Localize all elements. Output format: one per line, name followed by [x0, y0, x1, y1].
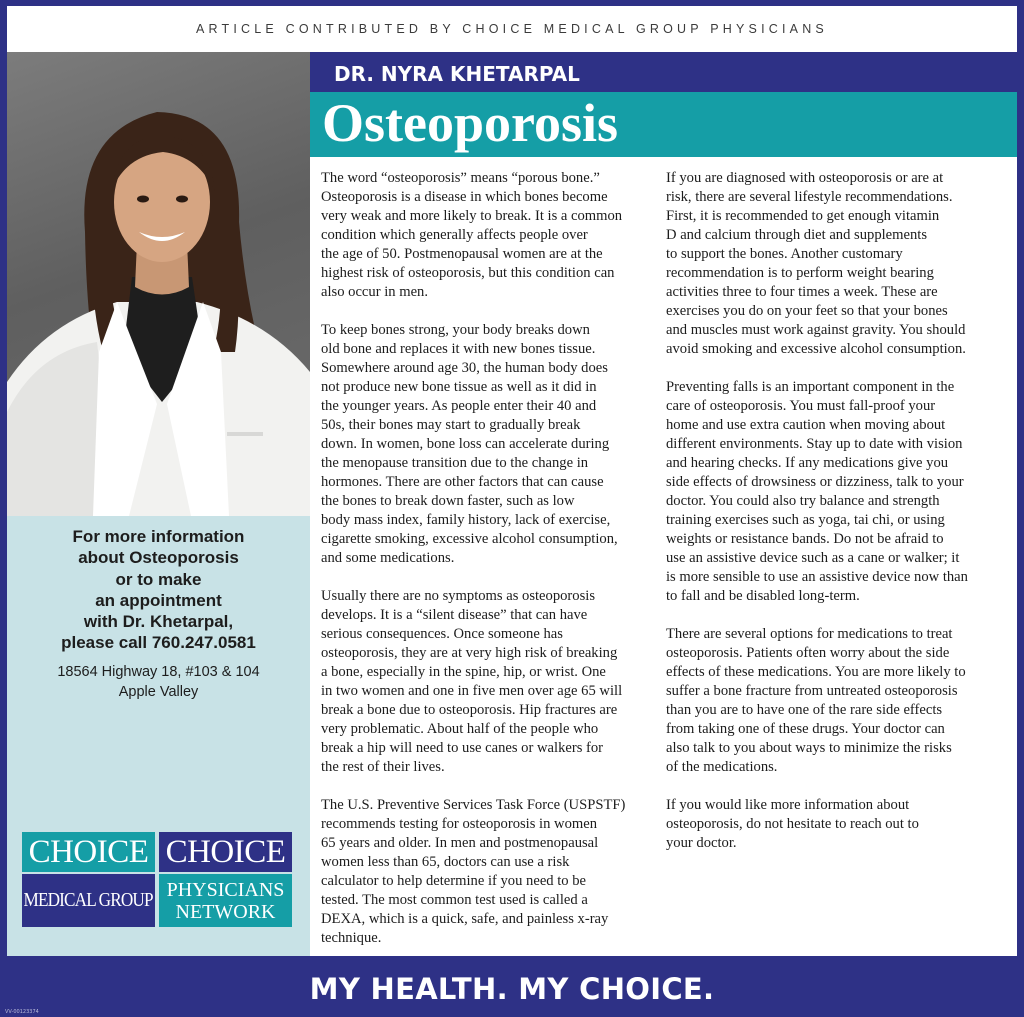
article-line: different environments. Stay up to date with vision: [666, 436, 963, 452]
article-line: First, it is recommended to get enough vitamin: [666, 208, 940, 224]
article-line: Osteoporosis is a disease in which bones become: [321, 189, 608, 205]
article-line: break a hip will need to use canes or walkers for: [321, 740, 604, 756]
article-paragraph: [321, 321, 661, 568]
article-line: There are several options for medications to treat: [666, 626, 953, 642]
article-line: Preventing falls is an important component in the: [666, 379, 955, 395]
article-paragraph: [321, 587, 661, 777]
article-line: The U.S. Preventive Services Task Force (USPSTF): [321, 797, 626, 813]
choice-medical-group-logo: [22, 832, 155, 927]
article-line: osteoporosis, they are at very high risk of breaking: [321, 645, 618, 661]
article-line: home and use extra caution when moving about: [666, 417, 946, 433]
ad-code: VV-00123374: [5, 1009, 39, 1015]
article-paragraph: [321, 796, 661, 948]
logo-wordmark: CHOICE: [159, 832, 292, 872]
article-line: and some medications.: [321, 550, 455, 566]
author-name: DR. NYRA KHETARPAL: [310, 52, 1017, 92]
clinic-address: [7, 662, 310, 702]
article-line: also occur in men.: [321, 284, 428, 300]
article-line: body mass index, family history, lack of exercise,: [321, 512, 611, 528]
article-line: the younger years. As people enter their 40 and: [321, 398, 597, 414]
logo-subtitle-line: MEDICAL GROUP: [23, 889, 154, 911]
article-line: not produce new bone tissue as well as it did in: [321, 379, 597, 395]
article-line: exercises you do on your feet so that your bones: [666, 303, 948, 319]
article-line: osteoporosis, do not hesitate to reach out to: [666, 816, 919, 832]
article-line: the bones to break down faster, such as low: [321, 493, 575, 509]
article-line: use an assistive device such as a cane or walker; it: [666, 550, 960, 566]
article-line: very weak and more likely to break. It is a common: [321, 208, 623, 224]
appointment-text: [7, 526, 310, 654]
article-line: condition which generally affects people over: [321, 227, 588, 243]
article-line: suffer a bone fracture from untreated osteoporosis: [666, 683, 958, 699]
address-line: 18564 Highway 18, #103 & 104: [57, 663, 260, 680]
contact-callout: [7, 526, 310, 702]
article-line: To keep bones strong, your body breaks down: [321, 322, 590, 338]
article-line: tested. The most common test used is called a: [321, 892, 588, 908]
article-line: training exercises such as yoga, tai chi, or using: [666, 512, 945, 528]
article-paragraph: [666, 378, 1006, 606]
article-line: the age of 50. Postmenopausal women are at the: [321, 246, 603, 262]
article-line: Usually there are no symptoms as osteoporosis: [321, 588, 595, 604]
article-line: highest risk of osteoporosis, but this condition can: [321, 265, 615, 281]
article-line: technique.: [321, 930, 382, 946]
article-line: side effects of drowsiness or dizziness, talk to your: [666, 474, 964, 490]
article-line: recommendation is to perform weight bearing: [666, 265, 934, 281]
article-line: The word “osteoporosis” means “porous bone.”: [321, 170, 600, 186]
article-column-right: [666, 169, 1006, 872]
article-line: is more sensible to use an assistive device now than: [666, 569, 968, 585]
phone-number-line: please call 760.247.0581: [61, 633, 256, 653]
article-line: of the medications.: [666, 759, 778, 775]
article-line: osteoporosis. Patients often worry about the side: [666, 645, 950, 661]
article-line: in two women and one in five men over age 65 will: [321, 683, 623, 699]
article-line: recommends testing for osteoporosis in women: [321, 816, 598, 832]
logo-subtitle-line: NETWORK: [175, 900, 276, 923]
logo-subtitle: [22, 874, 155, 927]
article-paragraph: [666, 625, 1006, 777]
doctor-photo: [7, 52, 310, 516]
article-line: avoid smoking and excessive alcohol consumption.: [666, 341, 966, 357]
article-line: than you are to have one of the rare side effects: [666, 702, 943, 718]
article-line: Somewhere around age 30, the human body does: [321, 360, 608, 376]
sidebar: [7, 52, 310, 956]
article-line: old bone and replaces it with new bones tissue.: [321, 341, 596, 357]
article-line: hormones. There are other factors that can cause: [321, 474, 604, 490]
article-line: and muscles must work against gravity. You should: [666, 322, 966, 338]
doctor-portrait-illustration: [7, 52, 310, 516]
logo-subtitle-line: PHYSICIANS: [166, 878, 285, 901]
article-line: If you would like more information about: [666, 797, 910, 813]
article-line: effects of these medications. You are more likely to: [666, 664, 966, 680]
article-line: the menopause transition due to the change in: [321, 455, 589, 471]
article-line: down. In women, bone loss can accelerate during: [321, 436, 610, 452]
article-paragraph: [666, 796, 1006, 853]
article-line: develops. It is a “silent disease” that can have: [321, 607, 588, 623]
article-line: risk, there are several lifestyle recommendations.: [666, 189, 953, 205]
article-line: a bone, especially in the spine, hip, or wrist. One: [321, 664, 606, 680]
article-line: 65 years and older. In men and postmenopausal: [321, 835, 599, 851]
article-line: also talk to you about ways to minimize the risks: [666, 740, 952, 756]
article-line: DEXA, which is a quick, safe, and painless x-ray: [321, 911, 609, 927]
cta-line: or to make: [115, 569, 202, 589]
cta-line: For more information: [72, 527, 245, 546]
cta-line: an appointment: [95, 590, 222, 610]
article-line: break a bone due to osteoporosis. Hip fractures are: [321, 702, 618, 718]
article-line: 50s, their bones may start to gradually break: [321, 417, 581, 433]
article-line: from taking one of these drugs. Your doctor can: [666, 721, 945, 737]
article-column-left: [321, 169, 661, 967]
article-line: the rest of their lives.: [321, 759, 445, 775]
article-line: If you are diagnosed with osteoporosis or are at: [666, 170, 944, 186]
article-paragraph: [321, 169, 661, 302]
article-line: to support the bones. Another customary: [666, 246, 903, 262]
article-line: to fall and be disabled long-term.: [666, 588, 860, 604]
article-line: your doctor.: [666, 835, 737, 851]
logo-wordmark: CHOICE: [22, 832, 155, 872]
article-line: very problematic. About half of the people who: [321, 721, 599, 737]
article-body: [310, 157, 1017, 956]
article-line: doctor. You could also try balance and strength: [666, 493, 940, 509]
article-line: cigarette smoking, excessive alcohol consumption,: [321, 531, 618, 547]
choice-physicians-network-logo: [159, 832, 292, 927]
article-line: serious consequences. Once someone has: [321, 626, 563, 642]
cta-line: about Osteoporosis: [78, 548, 239, 568]
article-line: weights or resistance bands. Do not be afraid to: [666, 531, 944, 547]
address-city: Apple Valley: [118, 683, 199, 700]
article-line: care of osteoporosis. You must fall-proof your: [666, 398, 936, 414]
article-line: women less than 65, doctors can use a risk: [321, 854, 570, 870]
footer-slogan: MY HEALTH. MY CHOICE.: [309, 972, 715, 1006]
logo-subtitle: [159, 874, 292, 927]
article-line: calculator to help determine if you need to be: [321, 873, 587, 889]
article-line: activities three to four times a week. These are: [666, 284, 938, 300]
cta-line: with Dr. Khetarpal,: [83, 612, 234, 632]
logos: [22, 832, 292, 927]
article-line: and hearing checks. If any medications give you: [666, 455, 949, 471]
article-paragraph: [666, 169, 1006, 359]
contributor-banner: ARTICLE CONTRIBUTED BY CHOICE MEDICAL GROUP PHYSICIANS: [7, 6, 1017, 52]
article-line: D and calcium through diet and supplements: [666, 227, 928, 243]
article-title: Osteoporosis: [310, 92, 1017, 157]
